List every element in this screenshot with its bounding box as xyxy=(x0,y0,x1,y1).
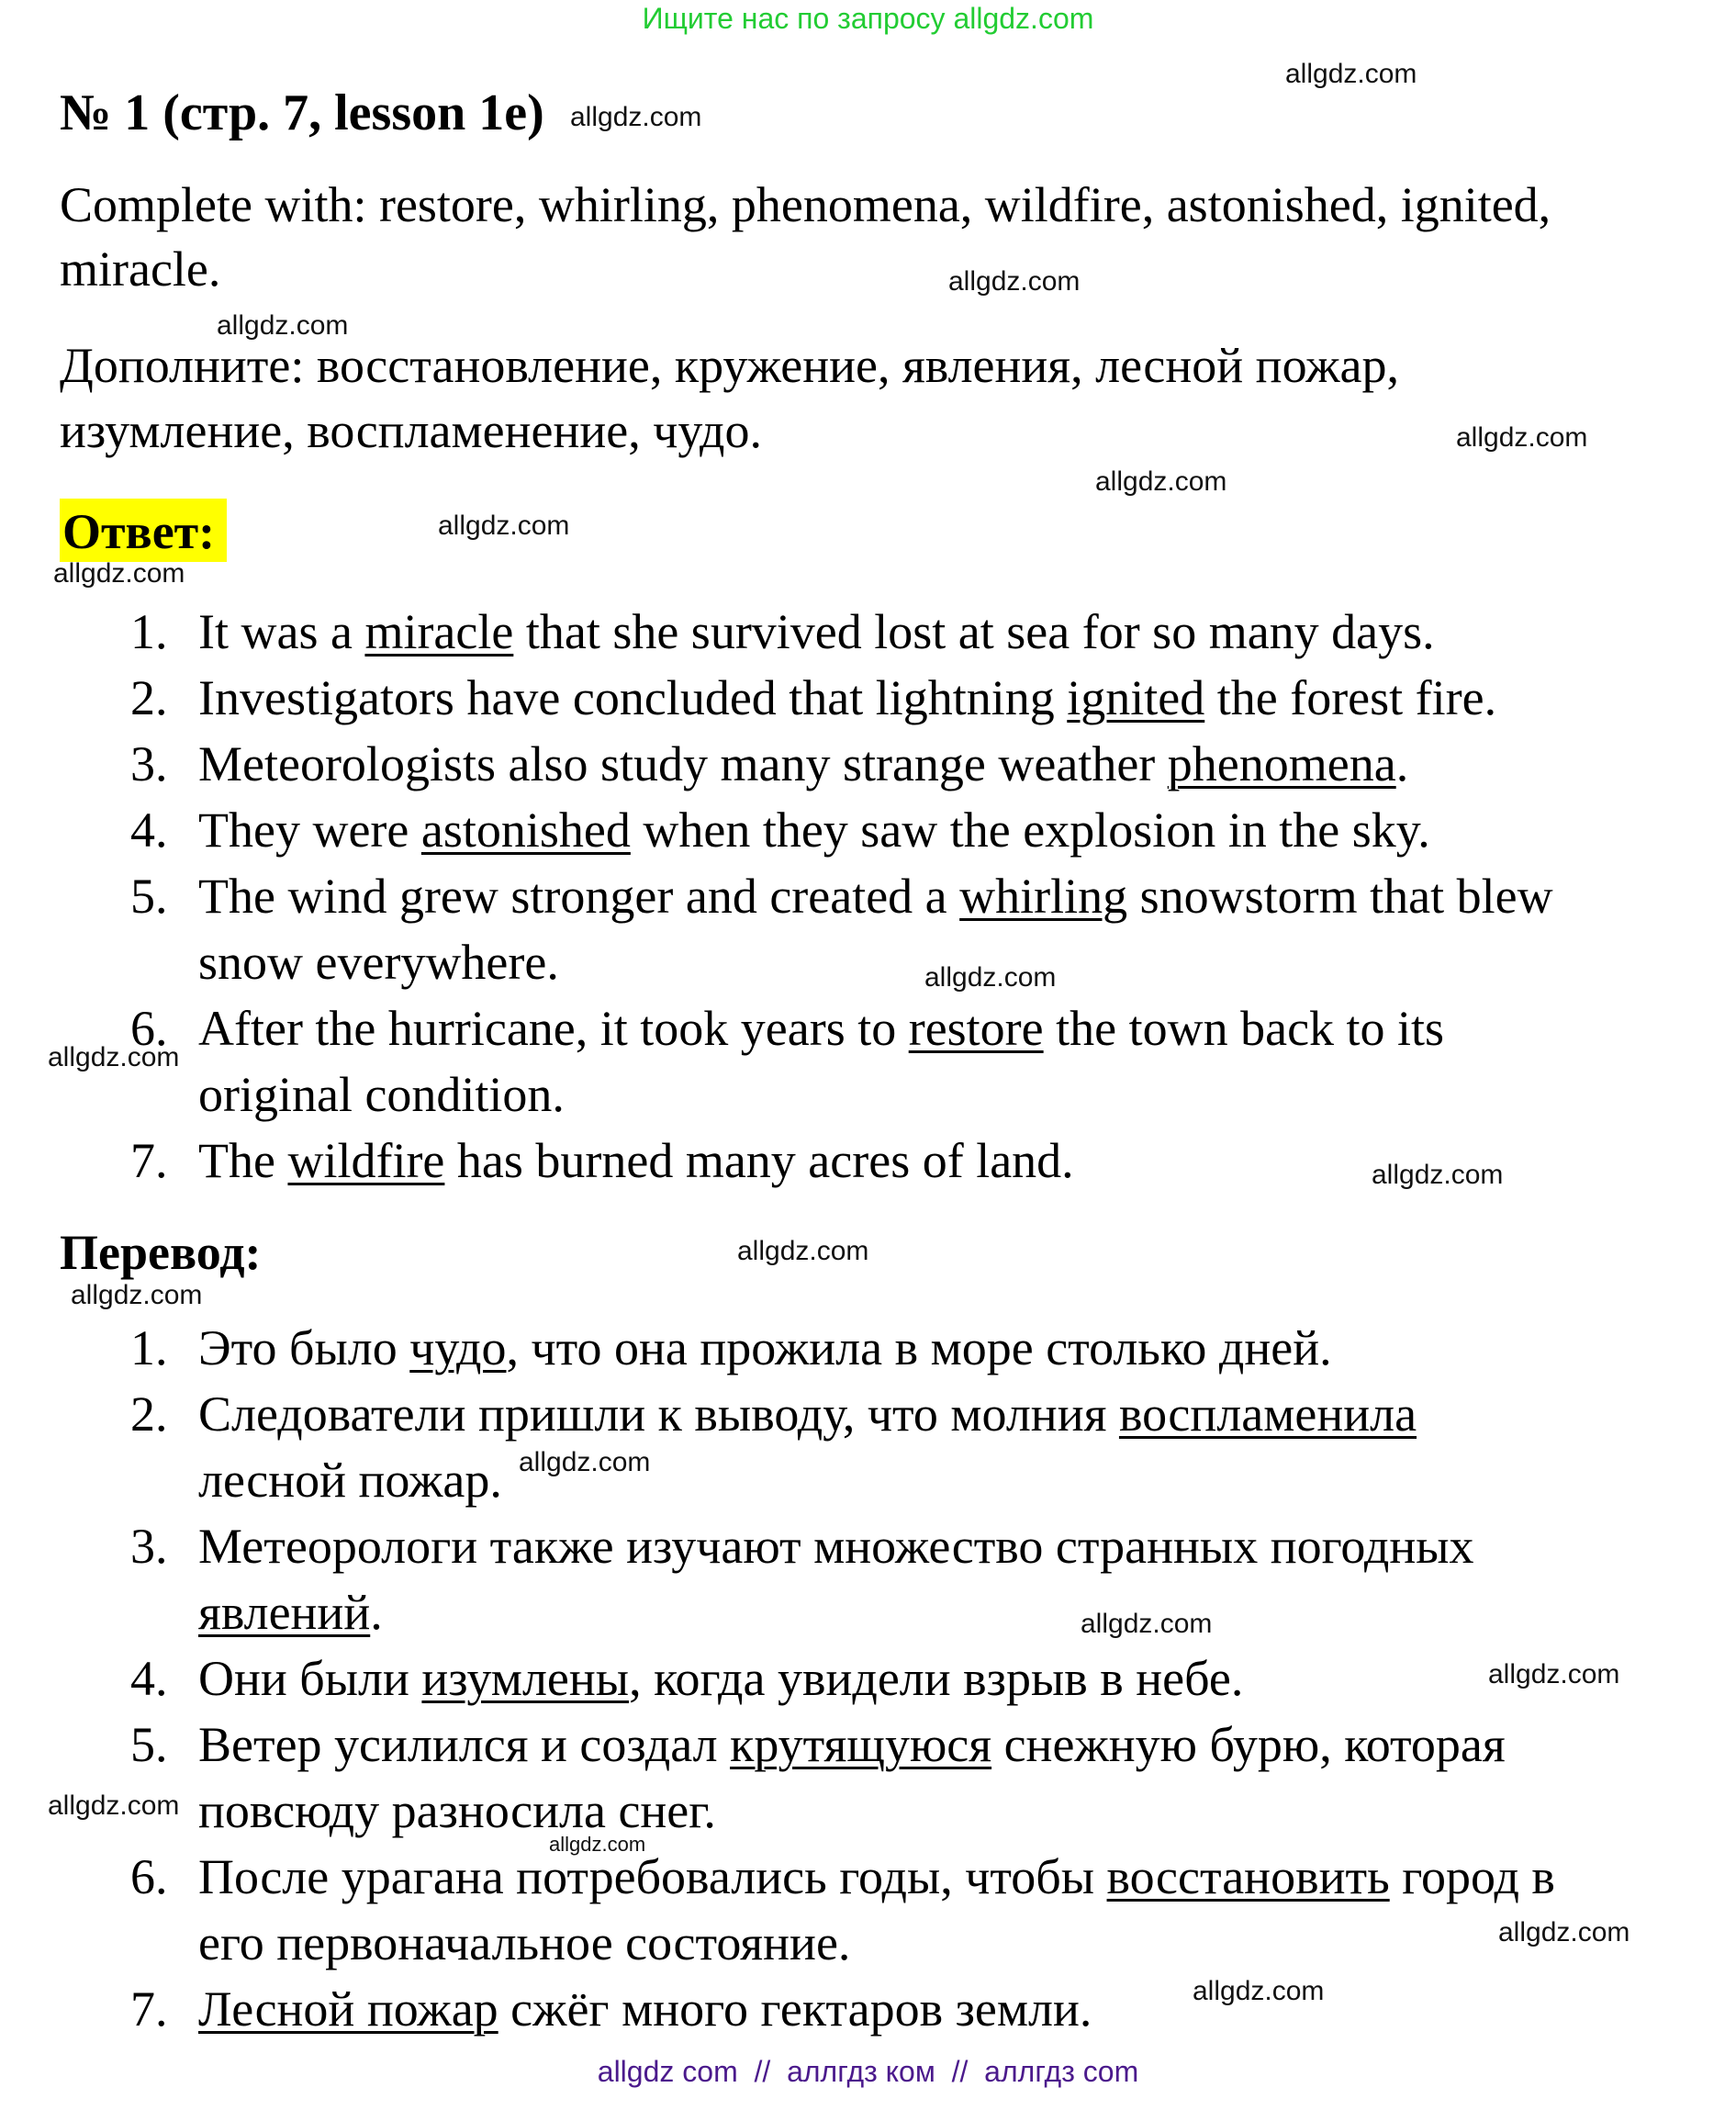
text-post: . xyxy=(370,1585,383,1640)
watermark: allgdz.com xyxy=(924,962,1057,993)
text-pre: They were xyxy=(198,802,421,858)
item-text xyxy=(130,1320,1332,1375)
text-pre: After the hurricane, it took years to xyxy=(198,1001,909,1056)
answer-word: restore xyxy=(908,1001,1044,1056)
answer-item-continuation: original condition. xyxy=(198,1067,565,1122)
text-post: , когда увидели взрыв в небе. xyxy=(629,1651,1244,1706)
item-number: 1. xyxy=(130,1320,168,1375)
item-text xyxy=(130,736,1408,791)
answer-word: ignited xyxy=(1067,670,1205,725)
text-post: snowstorm that blew xyxy=(1127,869,1553,924)
item-number: 4. xyxy=(130,802,168,858)
item-text: Метеорологи также изучают множество странных погодных xyxy=(198,1519,1474,1574)
item-number: 1. xyxy=(130,604,168,659)
item-number: 6. xyxy=(130,1849,168,1904)
watermark: allgdz.com xyxy=(217,310,349,341)
item-number: 6. xyxy=(130,1001,168,1056)
answer-item-continuation: snow everywhere. xyxy=(198,935,559,990)
text-post: город в xyxy=(1389,1849,1555,1904)
watermark: allgdz.com xyxy=(48,1790,180,1821)
translation-item xyxy=(130,1981,1092,2037)
translation-item xyxy=(130,1651,1244,1706)
watermark: allgdz.com xyxy=(1498,1917,1630,1947)
item-text xyxy=(130,1386,1417,1442)
watermark: allgdz.com xyxy=(1488,1659,1620,1689)
page-title: № 1 (стр. 7, lesson 1e) xyxy=(60,84,544,141)
watermark: allgdz.com xyxy=(948,266,1081,297)
answer-heading: Ответ: xyxy=(62,504,216,559)
item-text xyxy=(130,802,1430,858)
watermark: allgdz.com xyxy=(1081,1609,1213,1639)
answer-item xyxy=(130,1001,1445,1056)
answer-word: Лесной пожар xyxy=(198,1981,498,2037)
task-english-line-1: Complete with: restore, whirling, phenomena, wildfire, astonished, ignited, xyxy=(60,177,1551,232)
text-post: the forest fire. xyxy=(1204,670,1497,725)
item-text xyxy=(130,1651,1243,1706)
answer-word: явлений xyxy=(198,1585,371,1640)
watermark: allgdz.com xyxy=(1193,1976,1325,2006)
item-text xyxy=(130,1981,1092,2037)
text-pre: Они были xyxy=(198,1651,422,1706)
text-pre: Meteorologists also study many strange weather xyxy=(198,736,1168,791)
promo-header: Ищите нас по запросу allgdz.com xyxy=(642,2,1094,35)
translation-heading: Перевод: xyxy=(60,1225,262,1280)
answer-item xyxy=(130,1133,1074,1188)
task-russian-line-2: изумление, воспламенение, чудо. xyxy=(60,403,762,458)
watermark: allgdz.com xyxy=(48,1042,180,1072)
item-number: 3. xyxy=(130,736,168,791)
text-pre: Ветер усилился и создал xyxy=(198,1717,731,1772)
answer-word: изумлены xyxy=(421,1651,630,1706)
answer-item xyxy=(130,604,1435,659)
translation-item xyxy=(130,1717,1506,1772)
watermark: allgdz.com xyxy=(519,1447,651,1477)
translation-item xyxy=(130,1849,1555,1904)
text-post: that she survived lost at sea for so many days. xyxy=(513,604,1435,659)
translation-item-continuation xyxy=(198,1585,383,1640)
answer-item xyxy=(130,670,1497,725)
translation-item xyxy=(130,1320,1332,1375)
watermark: allgdz.com xyxy=(1095,466,1227,497)
item-number: 7. xyxy=(130,1981,168,2037)
text-pre: Investigators have concluded that lightning xyxy=(198,670,1068,725)
item-number: 7. xyxy=(130,1133,168,1188)
translation-item-continuation: его первоначальное состояние. xyxy=(198,1915,851,1970)
watermark: allgdz.com xyxy=(53,558,185,589)
item-number: 3. xyxy=(130,1519,168,1574)
footer-links: allgdz com // аллгдз ком // аллгдз com xyxy=(597,2055,1139,2088)
item-number: 5. xyxy=(130,1717,168,1772)
text-pre: It was a xyxy=(198,604,365,659)
answer-word: astonished xyxy=(420,802,631,858)
item-text xyxy=(130,1001,1444,1056)
watermark: allgdz.com xyxy=(1285,59,1417,89)
text-post: has burned many acres of land. xyxy=(444,1133,1074,1188)
answer-word: восстановить xyxy=(1106,1849,1390,1904)
answer-item xyxy=(130,869,1553,924)
text-post: . xyxy=(1395,736,1409,791)
item-number: 2. xyxy=(130,1386,168,1442)
watermark: allgdz.com xyxy=(1372,1160,1504,1190)
task-english-line-2: miracle. xyxy=(60,241,221,297)
item-text xyxy=(130,1849,1555,1904)
text-post: снежную бурю, которая xyxy=(991,1717,1506,1772)
text-post: сжёг много гектаров земли. xyxy=(498,1981,1092,2037)
translation-item-continuation: лесной пожар. xyxy=(198,1453,502,1508)
item-number: 4. xyxy=(130,1651,168,1706)
answer-word: phenomena xyxy=(1167,736,1396,791)
item-text xyxy=(130,604,1435,659)
watermark: allgdz.com xyxy=(1456,422,1588,453)
watermark: allgdz.com xyxy=(549,1833,646,1856)
answer-word: чудо xyxy=(409,1320,507,1375)
translation-item xyxy=(130,1519,1474,1574)
watermark: allgdz.com xyxy=(71,1280,203,1310)
text-pre: The xyxy=(198,1133,288,1188)
answer-item xyxy=(130,736,1409,791)
text-post: when they saw the explosion in the sky. xyxy=(630,802,1430,858)
text-pre: Это было xyxy=(198,1320,410,1375)
answer-word: whirling xyxy=(959,869,1128,924)
text-pre: После урагана потребовались годы, чтобы xyxy=(198,1849,1107,1904)
answer-word: miracle xyxy=(364,604,514,659)
item-text xyxy=(130,1133,1074,1188)
translation-item xyxy=(130,1386,1417,1442)
text-post: , что она прожила в море столько дней. xyxy=(506,1320,1332,1375)
item-text xyxy=(130,869,1553,924)
answer-word: воспламенила xyxy=(1118,1386,1417,1442)
text-pre: Следователи пришли к выводу, что молния xyxy=(198,1386,1119,1442)
answer-word: wildfire xyxy=(287,1133,445,1188)
item-text xyxy=(130,1717,1506,1772)
item-text xyxy=(130,670,1496,725)
item-number: 5. xyxy=(130,869,168,924)
watermark: allgdz.com xyxy=(570,102,702,132)
watermark: allgdz.com xyxy=(737,1236,869,1266)
answer-item xyxy=(130,802,1430,858)
translation-item-continuation: повсюду разносила снег. xyxy=(198,1783,716,1838)
task-russian-line-1: Дополните: восстановление, кружение, явления, лесной пожар, xyxy=(60,338,1400,393)
watermark: allgdz.com xyxy=(438,511,570,541)
text-post: the town back to its xyxy=(1043,1001,1445,1056)
item-number: 2. xyxy=(130,670,168,725)
answer-word: крутящуюся xyxy=(730,1717,992,1772)
text-pre: The wind grew stronger and created a xyxy=(198,869,960,924)
